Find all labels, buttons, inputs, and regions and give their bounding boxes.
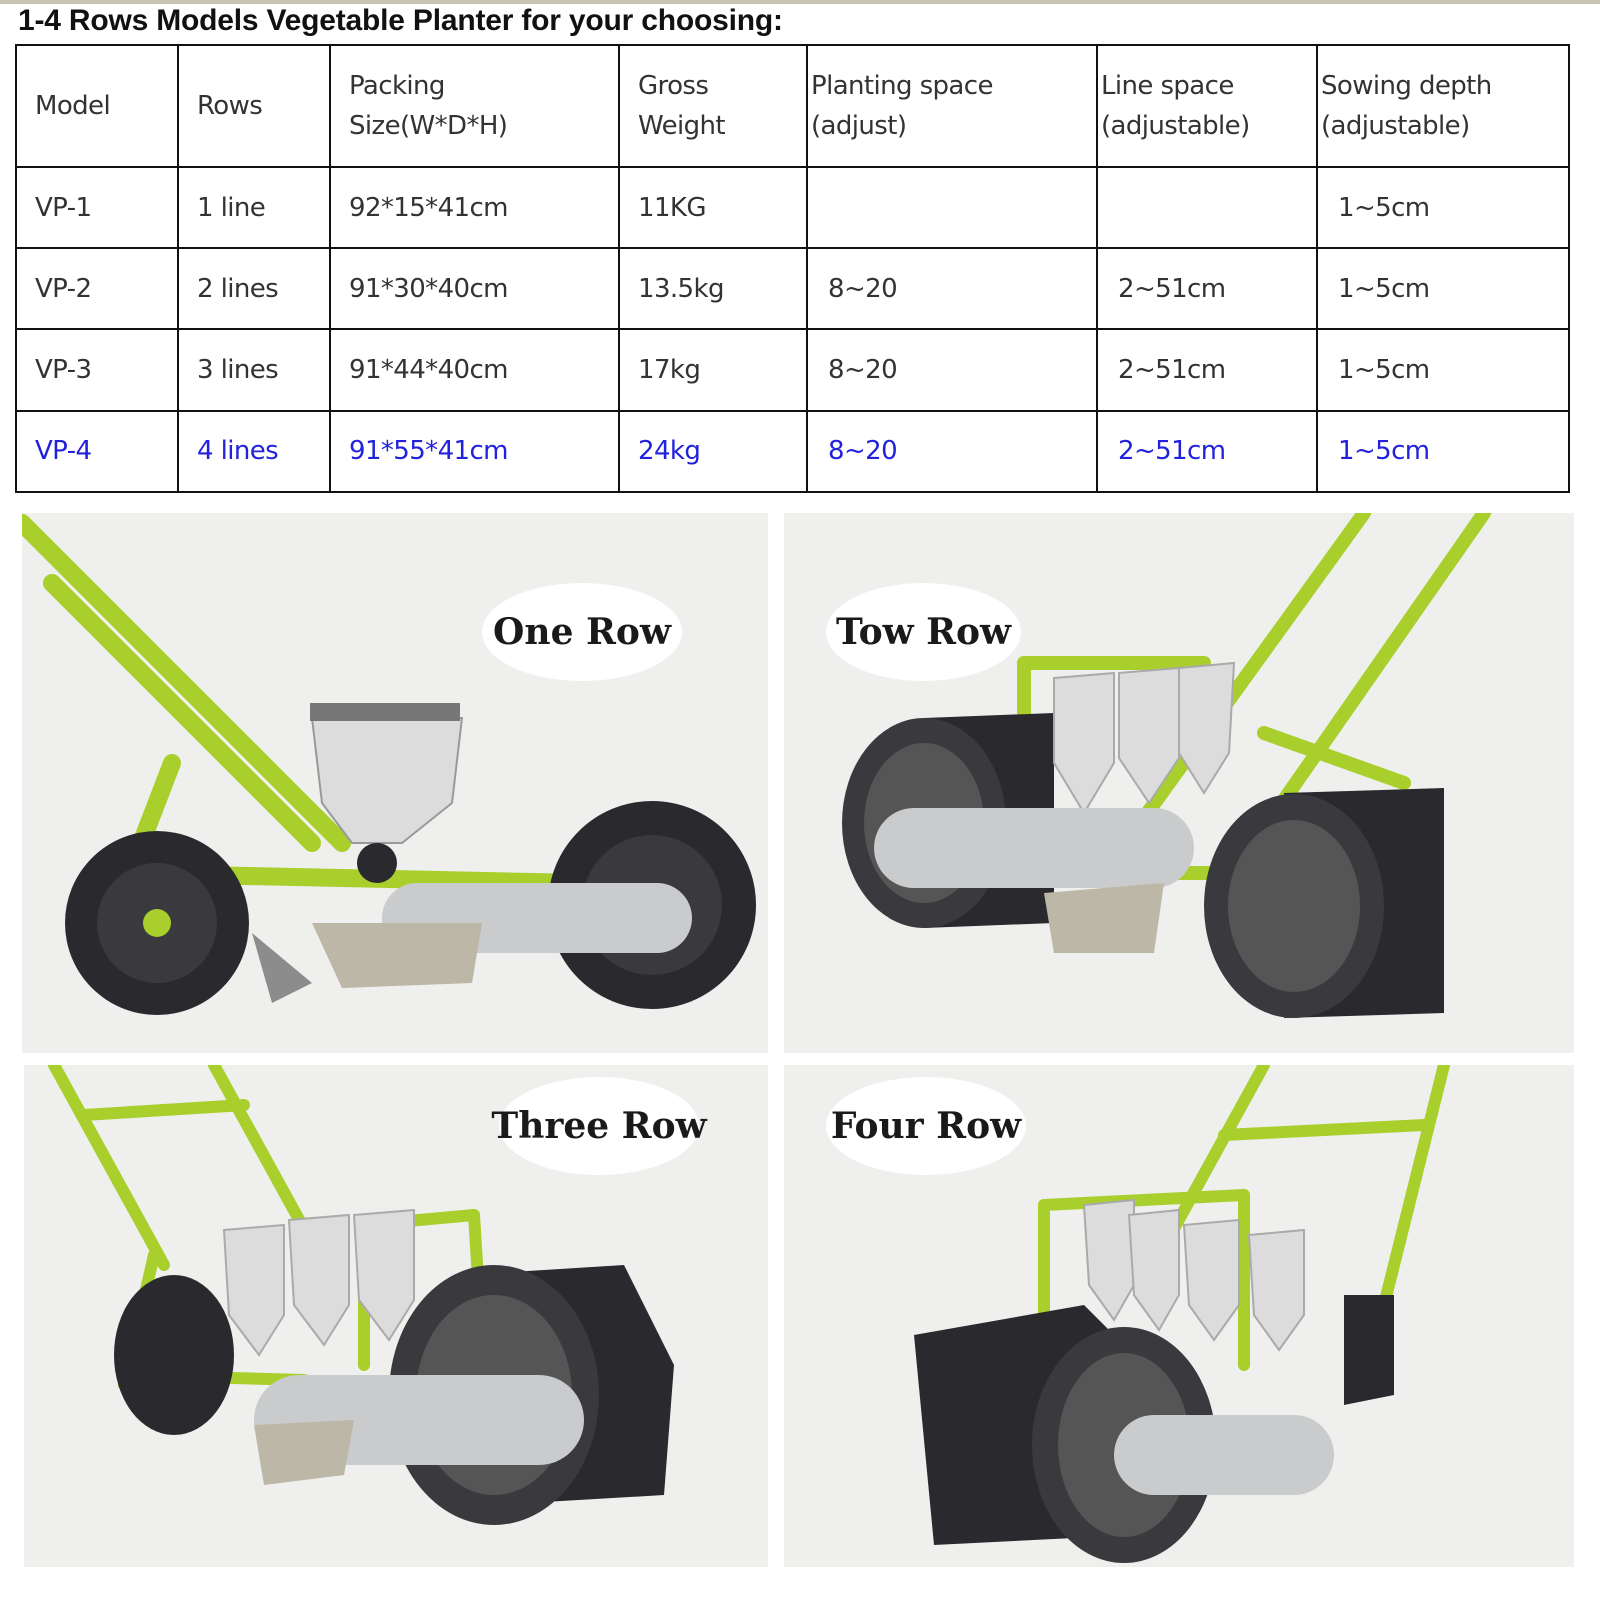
table-cell: 2 lines bbox=[178, 248, 330, 329]
table-row bbox=[16, 329, 1569, 410]
product-photo-two-row bbox=[784, 513, 1574, 1053]
header-cell: Packing Size(W*D*H) bbox=[330, 45, 619, 167]
table-cell: 1 line bbox=[178, 167, 330, 248]
header-cell: Model bbox=[16, 45, 178, 167]
label-two-row: Tow Row bbox=[826, 583, 1021, 681]
table-cell: 1~5cm bbox=[1317, 167, 1569, 248]
label-one-row: One Row bbox=[482, 583, 682, 681]
table-cell: 8~20 bbox=[807, 329, 1097, 410]
product-photo-four-row bbox=[784, 1065, 1574, 1567]
product-photo-three-row bbox=[24, 1065, 768, 1567]
table-cell: 1~5cm bbox=[1317, 329, 1569, 410]
table-cell: VP-2 bbox=[16, 248, 178, 329]
table-cell: VP-1 bbox=[16, 167, 178, 248]
table-cell: 1~5cm bbox=[1317, 248, 1569, 329]
page-title: 1-4 Rows Models Vegetable Planter for your choosing: bbox=[18, 4, 783, 37]
table-cell: VP-4 bbox=[16, 411, 178, 492]
table-cell: 8~20 bbox=[807, 248, 1097, 329]
table-cell: 2~51cm bbox=[1097, 411, 1317, 492]
header-cell: Line space (adjustable) bbox=[1097, 45, 1317, 167]
table-cell: 92*15*41cm bbox=[330, 167, 619, 248]
table-cell: VP-3 bbox=[16, 329, 178, 410]
table-cell: 1~5cm bbox=[1317, 411, 1569, 492]
table-cell: 2~51cm bbox=[1097, 248, 1317, 329]
table-cell: 17kg bbox=[619, 329, 807, 410]
table-row bbox=[16, 167, 1569, 248]
table-cell bbox=[807, 167, 1097, 248]
table-cell: 24kg bbox=[619, 411, 807, 492]
header-cell: Rows bbox=[178, 45, 330, 167]
header-cell: Planting space (adjust) bbox=[807, 45, 1097, 167]
table-cell: 4 lines bbox=[178, 411, 330, 492]
label-four-row: Four Row bbox=[826, 1077, 1026, 1175]
table-cell: 91*44*40cm bbox=[330, 329, 619, 410]
table-row bbox=[16, 411, 1569, 492]
label-three-row: Three Row bbox=[499, 1077, 699, 1175]
header-cell: Gross Weight bbox=[619, 45, 807, 167]
table-cell: 13.5kg bbox=[619, 248, 807, 329]
table-cell: 11KG bbox=[619, 167, 807, 248]
table-cell: 3 lines bbox=[178, 329, 330, 410]
table-cell: 91*55*41cm bbox=[330, 411, 619, 492]
table-row bbox=[16, 248, 1569, 329]
header-cell: Sowing depth (adjustable) bbox=[1317, 45, 1569, 167]
table-header-row bbox=[16, 45, 1569, 167]
table-cell: 91*30*40cm bbox=[330, 248, 619, 329]
table-cell bbox=[1097, 167, 1317, 248]
table-cell: 8~20 bbox=[807, 411, 1097, 492]
one-row-planter-illustration bbox=[22, 513, 768, 1053]
product-photo-one-row bbox=[22, 513, 768, 1053]
table-cell: 2~51cm bbox=[1097, 329, 1317, 410]
spec-table bbox=[15, 44, 1570, 493]
